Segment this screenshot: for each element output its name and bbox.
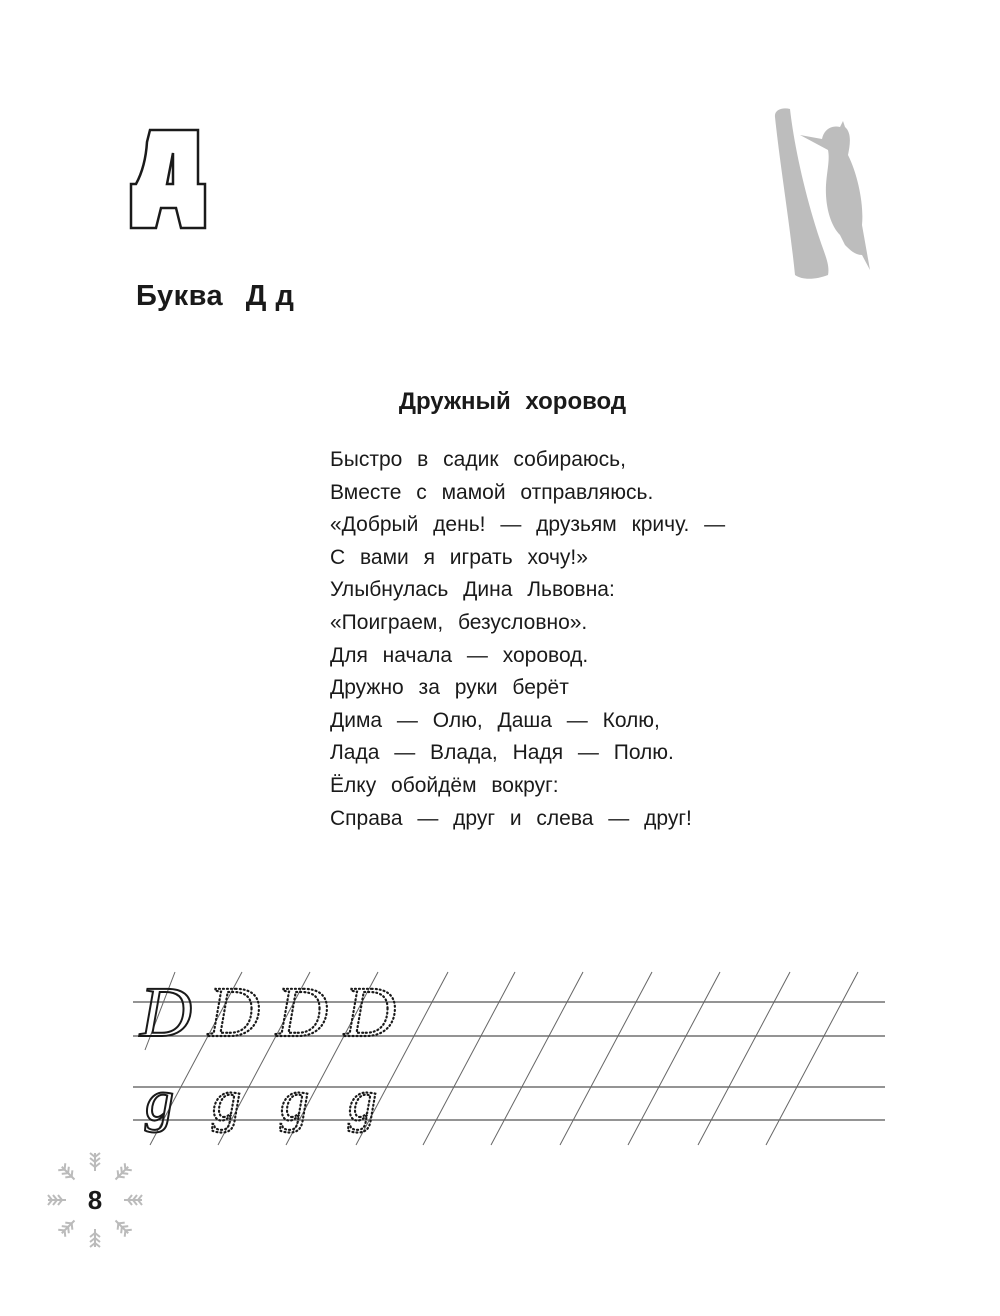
slant-guide-line (628, 972, 720, 1145)
poem-line: Дружно за руки берёт (330, 676, 569, 700)
poem-line: Для начала — хоровод. (330, 643, 589, 667)
heading-letters: Д д (245, 280, 295, 312)
poem-line: С вами я играть хочу!» (330, 545, 588, 569)
poem-body (330, 444, 800, 835)
cursive-upper-d-sample: D (140, 972, 192, 1052)
poem-line: Вместе с мамой отправляюсь. (330, 480, 654, 504)
poem-line: Дима — Олю, Даша — Колю, (330, 708, 660, 732)
outlined-letter-d (128, 128, 228, 230)
slant-guide-line (698, 972, 790, 1145)
page-number: 8 (87, 1185, 103, 1215)
dotted-upper-d-trace: D (276, 972, 328, 1052)
poem-line: Быстро в садик собираюсь, (330, 448, 626, 471)
slant-guide-line (766, 972, 858, 1145)
handwriting-practice-grid (0, 960, 1000, 1160)
poem-line: Ёлку обойдём вокруг: (330, 773, 559, 797)
poem-line: «Поиграем, безусловно». (330, 610, 588, 634)
poem-line: Улыбнулась Дина Львовна: (330, 578, 615, 602)
poem-line: «Добрый день! — друзьям кричу. — (330, 513, 726, 537)
page-number-badge (45, 1150, 145, 1250)
dotted-lower-d-trace: g (280, 1068, 309, 1133)
slant-guide-line (560, 972, 652, 1145)
slant-guide-line (491, 972, 583, 1145)
woodpecker-silhouette-icon (770, 105, 890, 280)
letter-heading (136, 280, 308, 313)
cursive-lower-d-sample: g (145, 1068, 174, 1133)
dotted-lower-d-trace: g (212, 1068, 241, 1133)
poem-line: Лада — Влада, Надя — Полю. (330, 741, 674, 765)
dotted-upper-d-trace: D (208, 972, 260, 1052)
poem-title: Дружный хоровод (398, 388, 627, 415)
slant-guide-line (423, 972, 515, 1145)
heading-word: Буква (136, 280, 224, 312)
dotted-lower-d-trace: g (348, 1068, 377, 1133)
dotted-upper-d-trace: D (344, 972, 396, 1052)
poem-line: Справа — друг и слева — друг! (330, 806, 692, 830)
